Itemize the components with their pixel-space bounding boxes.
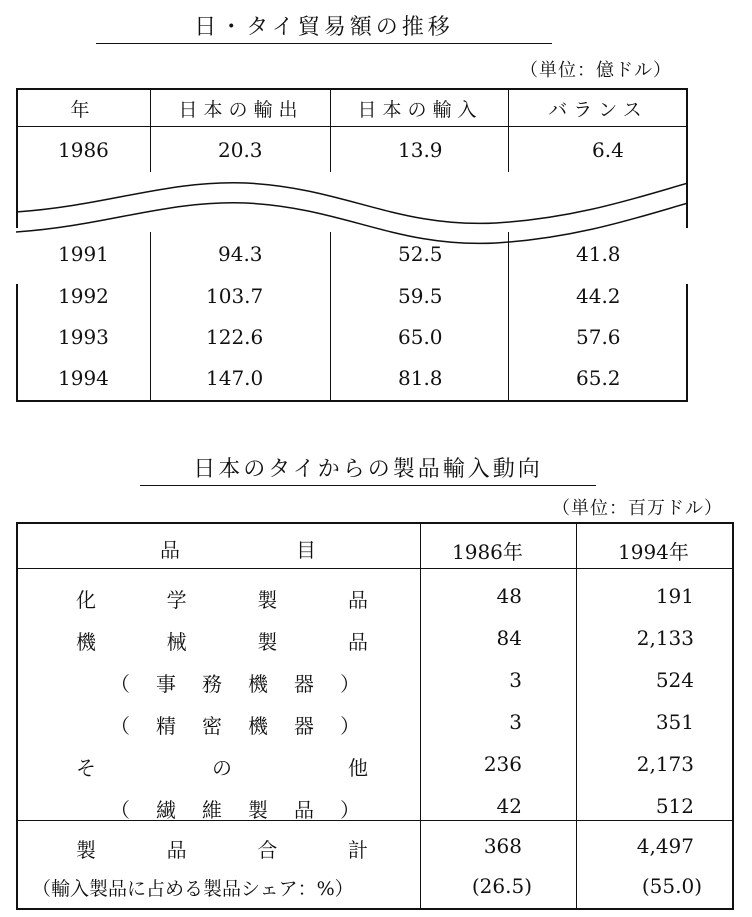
imports-row-4-1994: 2,173 bbox=[636, 752, 694, 776]
label-char: ） bbox=[340, 798, 360, 822]
imports-share-label: （輸入製品に占める製品シェア：%） bbox=[32, 878, 354, 900]
label-char: 繊 bbox=[156, 798, 176, 822]
label-char: 計 bbox=[347, 838, 368, 862]
row-1993-balance: 57.6 bbox=[576, 325, 621, 349]
imports-total-1994: 4,497 bbox=[636, 834, 694, 858]
imports-total-1986: 368 bbox=[483, 834, 522, 858]
label-char: （ bbox=[110, 798, 130, 822]
label-char: 他 bbox=[348, 756, 368, 780]
imports-row-1-label bbox=[76, 626, 368, 655]
imports-header-item-char: 品 bbox=[160, 538, 180, 562]
row-1993-year: 1993 bbox=[58, 325, 109, 349]
row-1992-year: 1992 bbox=[58, 284, 109, 308]
row-1986-import: 13.9 bbox=[398, 138, 443, 162]
row-1992-balance: 44.2 bbox=[576, 284, 621, 308]
row-1986-year: 1986 bbox=[58, 138, 109, 162]
label-char: 製 bbox=[76, 838, 96, 862]
trade-table bbox=[16, 88, 688, 402]
imports-header-1994: 1994年 bbox=[618, 540, 689, 564]
imports-header-item-char: 目 bbox=[296, 538, 316, 562]
imports-row-1-1994: 2,133 bbox=[636, 626, 694, 650]
imports-row-3-1986: 3 bbox=[509, 710, 522, 734]
imports-row-0-label bbox=[76, 584, 368, 613]
row-1992-export: 103.7 bbox=[206, 284, 264, 308]
label-char: 事 bbox=[156, 672, 176, 696]
row-1993-import: 65.0 bbox=[398, 325, 443, 349]
imports-row-0-1986: 48 bbox=[496, 584, 522, 608]
label-char: 精 bbox=[156, 714, 176, 738]
label-char: （ bbox=[110, 714, 130, 738]
imports-share-1994: (55.0) bbox=[641, 874, 702, 898]
header-year: 年 bbox=[70, 99, 96, 121]
header-export: 日本の輸出 bbox=[178, 99, 304, 121]
imports-header-1986: 1986年 bbox=[452, 540, 523, 564]
label-char: の bbox=[212, 756, 232, 780]
imports-row-5-label bbox=[110, 794, 360, 823]
trade-unit: （単位：億ドル） bbox=[520, 60, 672, 81]
label-char: ） bbox=[340, 672, 360, 696]
row-1992-import: 59.5 bbox=[398, 284, 443, 308]
imports-share-1986: (26.5) bbox=[471, 874, 532, 898]
label-char: 学 bbox=[166, 588, 187, 612]
imports-unit: （単位：百万ドル） bbox=[552, 498, 723, 519]
label-char: 密 bbox=[202, 714, 222, 738]
imports-row-0-1994: 191 bbox=[655, 584, 694, 608]
label-char: 品 bbox=[166, 838, 187, 862]
imports-row-2-label bbox=[110, 668, 360, 697]
imports-row-3-1994: 351 bbox=[655, 710, 694, 734]
row-1994-import: 81.8 bbox=[398, 366, 443, 390]
imports-row-5-1994: 512 bbox=[655, 794, 694, 818]
label-char: 製 bbox=[248, 798, 268, 822]
label-char: 合 bbox=[257, 838, 278, 862]
row-1991-import: 52.5 bbox=[398, 242, 443, 266]
label-char: そ bbox=[76, 756, 96, 780]
label-char: 製 bbox=[257, 588, 278, 612]
row-1994-balance: 65.2 bbox=[576, 366, 621, 390]
header-import: 日本の輸入 bbox=[357, 99, 483, 121]
label-char: 品 bbox=[294, 798, 314, 822]
label-char: 品 bbox=[347, 588, 368, 612]
row-1991-balance: 41.8 bbox=[576, 242, 621, 266]
header-balance: バランス bbox=[548, 99, 648, 121]
label-char: 器 bbox=[294, 672, 314, 696]
imports-row-5-1986: 42 bbox=[496, 794, 522, 818]
trade-title-text: 日・タイ貿易額の推移 bbox=[194, 15, 454, 40]
label-char: （ bbox=[110, 672, 130, 696]
imports-title bbox=[140, 452, 596, 483]
row-1991-export: 94.3 bbox=[218, 242, 263, 266]
imports-table bbox=[16, 522, 734, 910]
imports-row-4-label bbox=[76, 752, 368, 781]
row-1994-year: 1994 bbox=[58, 366, 109, 390]
imports-row-2-1994: 524 bbox=[655, 668, 694, 692]
row-1993-export: 122.6 bbox=[206, 325, 264, 349]
imports-row-2-1986: 3 bbox=[509, 668, 522, 692]
label-char: 機 bbox=[248, 672, 268, 696]
label-char: 化 bbox=[76, 588, 96, 612]
imports-title-text: 日本のタイからの製品輸入動向 bbox=[193, 457, 543, 482]
label-char: ） bbox=[340, 714, 360, 738]
label-char: 機 bbox=[76, 630, 96, 654]
label-char: 械 bbox=[166, 630, 187, 654]
label-char: 務 bbox=[202, 672, 222, 696]
label-char: 製 bbox=[257, 630, 278, 654]
imports-header-item bbox=[160, 534, 316, 563]
label-char: 維 bbox=[202, 798, 222, 822]
label-char: 品 bbox=[347, 630, 368, 654]
label-char: 機 bbox=[248, 714, 268, 738]
trade-title bbox=[96, 10, 552, 41]
label-char: 器 bbox=[294, 714, 314, 738]
imports-row-1-1986: 84 bbox=[496, 626, 522, 650]
row-1991-year: 1991 bbox=[58, 242, 109, 266]
imports-row-3-label bbox=[110, 710, 360, 739]
imports-total-label bbox=[76, 834, 368, 863]
row-1986-export: 20.3 bbox=[218, 138, 263, 162]
row-1986-balance: 6.4 bbox=[592, 138, 624, 162]
imports-row-4-1986: 236 bbox=[483, 752, 522, 776]
row-1994-export: 147.0 bbox=[206, 366, 264, 390]
